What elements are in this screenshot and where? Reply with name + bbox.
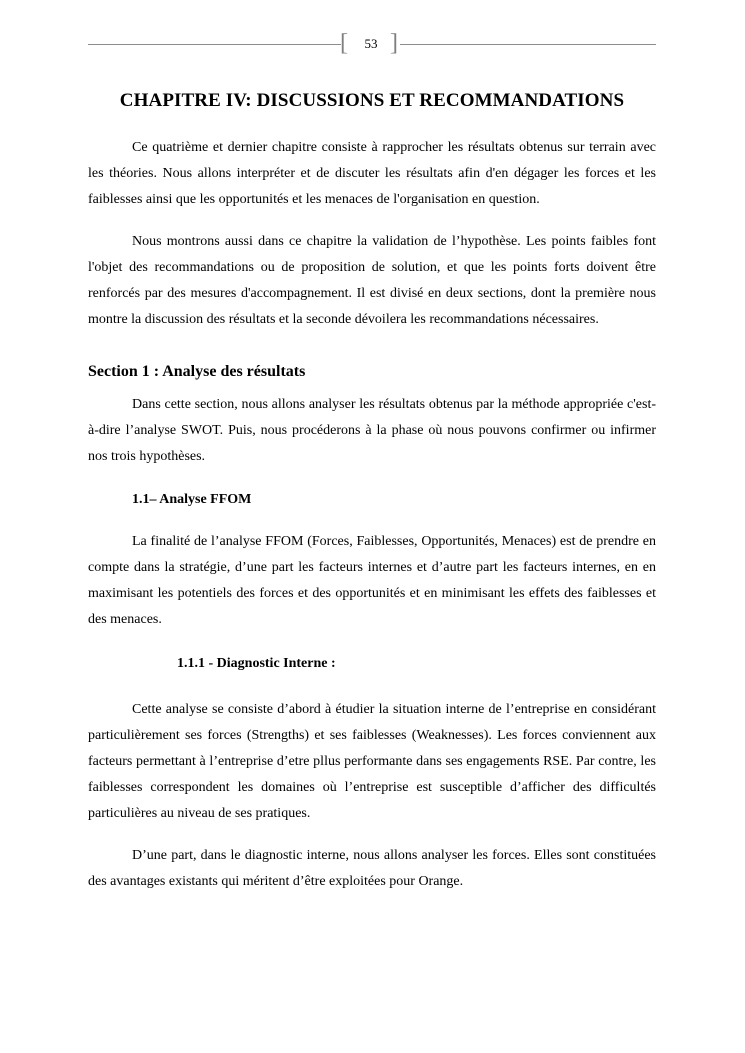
intro-paragraph-2: Nous montrons aussi dans ce chapitre la validation de l’hypothèse. Les points faibles font l'objet des recommandations ou de proposition de solution, et que les points forts doivent être renforcés par des mesures d'accompagnement. Il est divisé en deux sections, dont la première nous montre la discussion des résultats et la seconde dévoilera les recommandations nécessaires. bbox=[88, 234, 656, 327]
chapter-title: CHAPITRE IV: DISCUSSIONS ET RECOMMANDATIONS bbox=[119, 90, 625, 111]
header-rule-right bbox=[400, 44, 656, 45]
intro-paragraph-1: Ce quatrième et dernier chapitre consiste à rapprocher les résultats obtenus sur terrain avec les théories. Nous allons interpréter et de discuter les résultats afin d'en dégager les forces et les faiblesses ainsi que les opportunités et les menaces de l'organisation en question. bbox=[88, 140, 656, 207]
page-number: 53 bbox=[364, 36, 378, 51]
section-1-paragraph: Dans cette section, nous allons analyser les résultats obtenus par la méthode appropriée c'est-à-dire l’analyse SWOT. Puis, nous procéderons à la phase où nous pouvons confirmer ou infirmer nos trois hypothèses. bbox=[88, 397, 656, 464]
header-rule-left bbox=[88, 44, 341, 45]
page-header bbox=[88, 30, 656, 58]
page-number-bracket-left: [ bbox=[340, 30, 348, 56]
subsection-1-1-paragraph: La finalité de l’analyse FFOM (Forces, Faiblesses, Opportunités, Menaces) est de prendre en compte dans la stratégie, d’une part les facteurs internes et d’autre part les facteurs internes, en en maximisant les potentiels des forces et des opportunités et en minimisant les effets des faiblesses et des menaces. bbox=[88, 534, 656, 627]
section-1-title: Section 1 : Analyse des résultats bbox=[88, 363, 306, 380]
subsection-1-1-title: 1.1– Analyse FFOM bbox=[132, 492, 252, 507]
page-content bbox=[88, 88, 656, 895]
diagnostic-paragraph-2: D’une part, dans le diagnostic interne, nous allons analyser les forces. Elles sont constituées des avantages existants qui méritent d’être exploitées pour Orange. bbox=[88, 848, 656, 889]
page-number-bracket-right: ] bbox=[390, 30, 398, 56]
diagnostic-paragraph-1: Cette analyse se consiste d’abord à étudier la situation interne de l’entreprise en considérant particulièrement ses forces (Strengths) et ses faiblesses (Weaknesses). Les forces conviennent aux facteurs permettant à l’entreprise d’etre pllus performante dans ses engagements RSE. Par contre, les faiblesses correspondent les domaines où l’entreprise est susceptible d’afficher des difficultés particulières au niveau de ses pratiques. bbox=[88, 702, 656, 821]
subsection-1-1-1-title: 1.1.1 - Diagnostic Interne : bbox=[177, 656, 336, 671]
